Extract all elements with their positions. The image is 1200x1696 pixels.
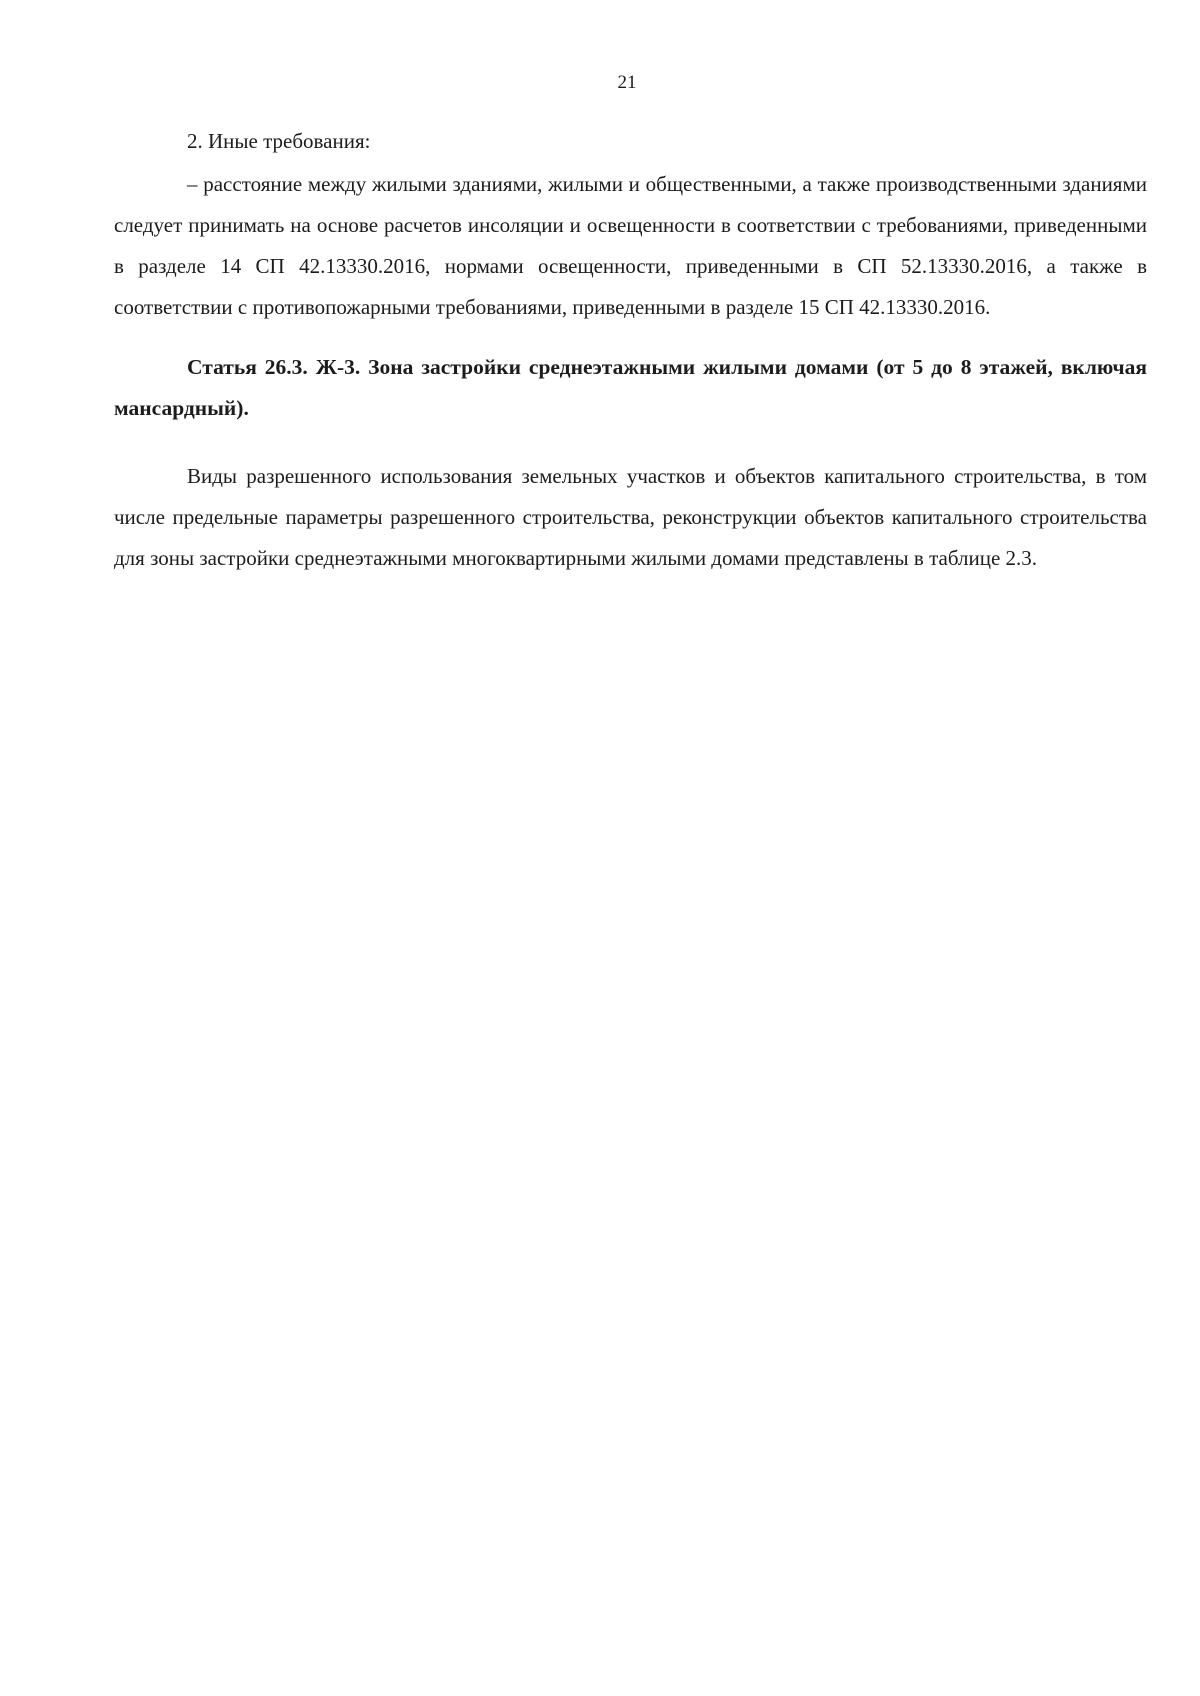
- list-item: [114, 164, 1147, 328]
- list-heading: 2. Иные требования:: [187, 129, 371, 153]
- article-heading: Статья 26.3. Ж-3. Зона застройки среднеэтажными жилыми домами (от 5 до 8 этажей, включая мансардный).: [114, 355, 1147, 420]
- article-body: Виды разрешенного использования земельных участков и объектов капитального строительства, в том числе предельные параметры разрешенного строительства, реконструкции объектов капитального строительства для зоны застройки среднеэтажными многоквартирными жилыми домами представлены в таблице 2.3.: [114, 464, 1147, 570]
- list-item-text: расстояние между жилыми зданиями, жилыми и общественными, а также производственными зданиями следует принимать на основе расчетов инсоляции и освещенности в соответствии с требованиями, приведенными в разделе 14 СП 42.13330.2016, нормами освещенности, приведенными в СП 52.13330.2016, а также в соответствии с противопожарными требованиями, приведенными в разделе 15 СП 42.13330.2016.: [114, 172, 1147, 319]
- dash-marker: –: [187, 172, 198, 196]
- page-number: 21: [617, 72, 637, 93]
- page-content: [114, 121, 1147, 579]
